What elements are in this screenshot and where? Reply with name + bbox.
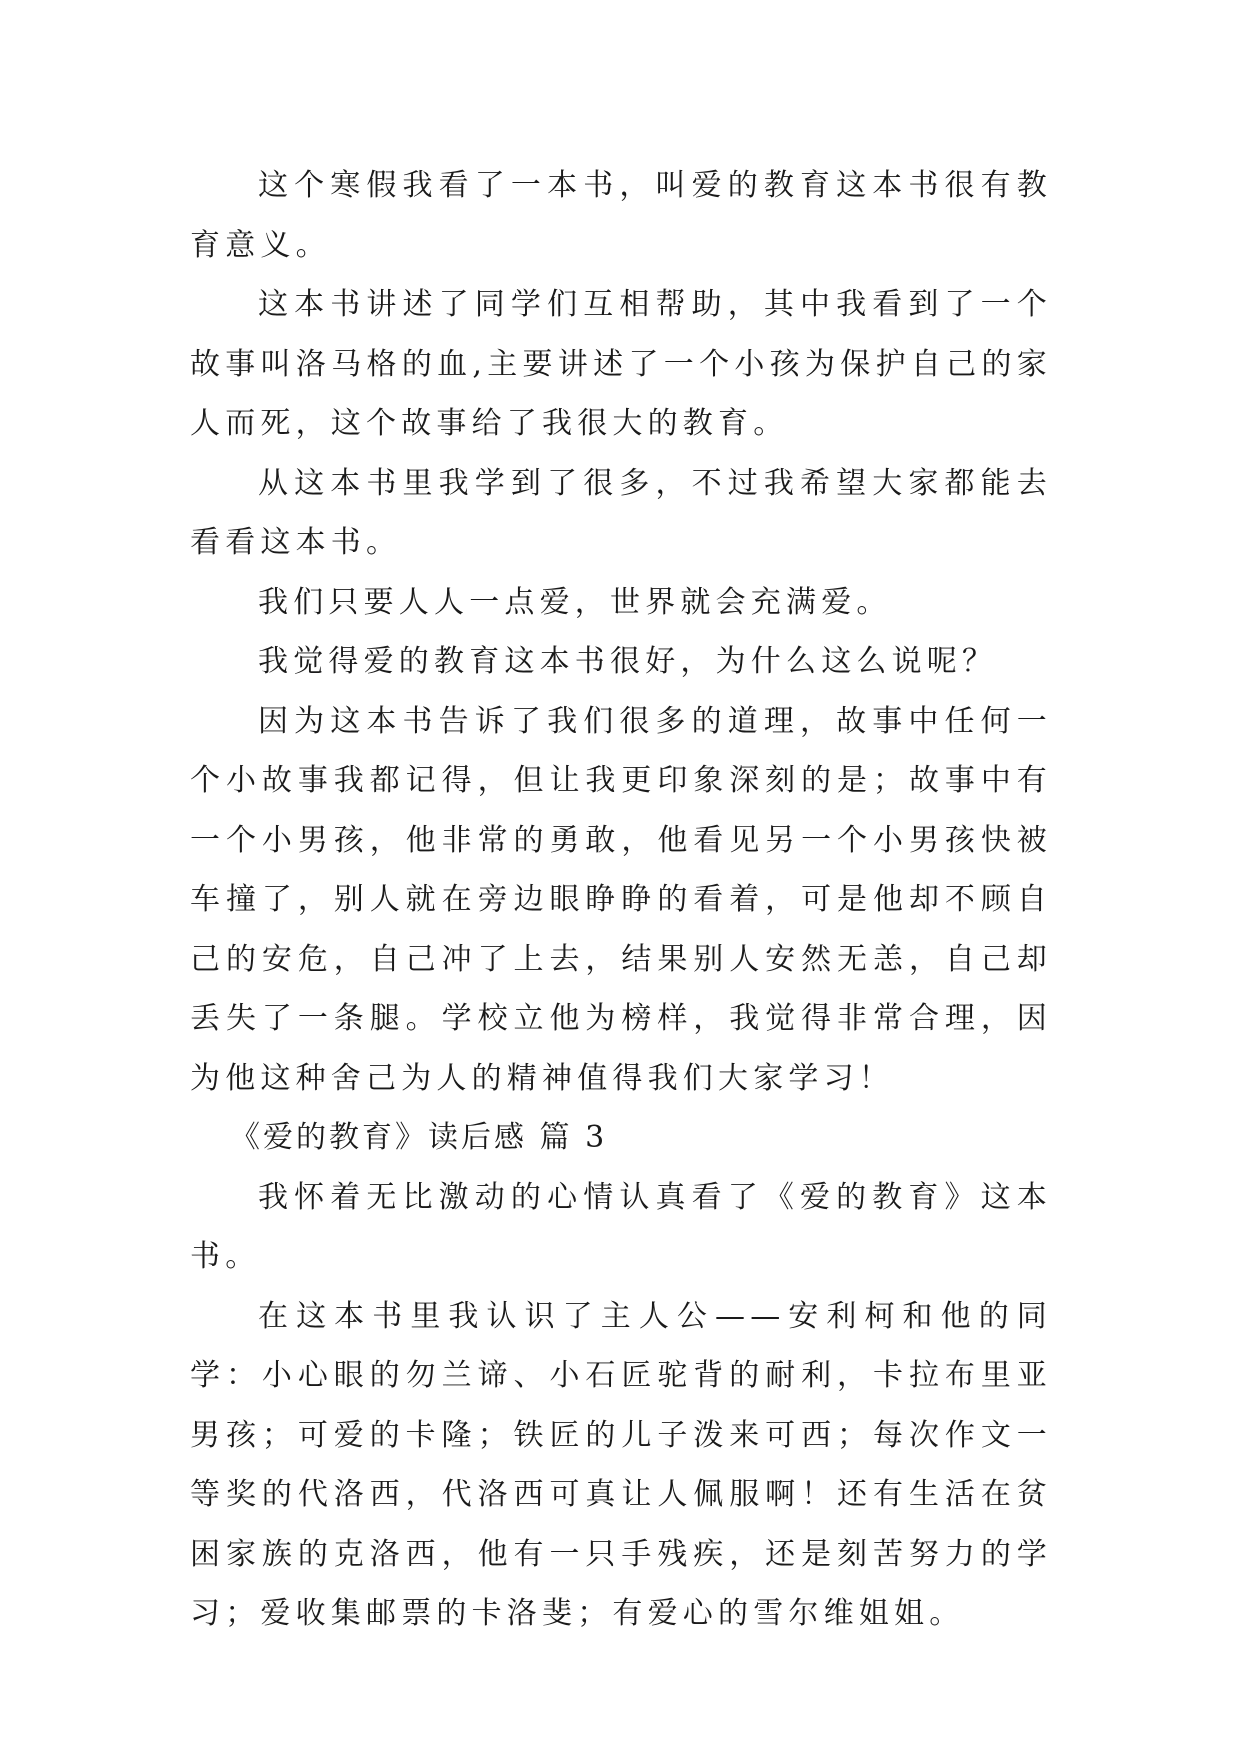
paragraph: 我怀着无比激动的心情认真看了《爱的教育》这本书。 (190, 1179, 1052, 1274)
paragraph: 因为这本书告诉了我们很多的道理，故事中任何一个小故事我都记得，但让我更印象深刻的是；故事中有一个小男孩，他非常的勇敢，他看见另一个小男孩快被车撞了，别人就在旁边眼睁睁的看着，可是他却不顾自己的安危，自己冲了上去，结果别人安然无恙，自己却丢失了一条腿。学校立他为榜样，我觉得非常合理，因为他这种舍己为人的精神值得我们大家学习！ (190, 703, 1052, 1096)
paragraph: 这个寒假我看了一本书，叫爱的教育这本书很有教育意义。 (190, 168, 1052, 263)
section-heading: 《爱的教育》读后感 篇 3 (230, 1120, 608, 1155)
paragraph: 我觉得爱的教育这本书很好，为什么这么说呢？ (258, 644, 998, 679)
document-body (190, 156, 1052, 1644)
paragraph: 在这本书里我认识了主人公——安利柯和他的同学：小心眼的勿兰谛、小石匠驼背的耐利，卡拉布里亚男孩；可爱的卡隆；铁匠的儿子泼来可西；每次作文一等奖的代洛西，代洛西可真让人佩服啊！还有生活在贫困家族的克洛西，他有一只手残疾，还是刻苦努力的学习；爱收集邮票的卡洛斐；有爱心的雪尔维姐姐。 (190, 1298, 1052, 1631)
paragraph: 这本书讲述了同学们互相帮助，其中我看到了一个故事叫洛马格的血,主要讲述了一个小孩为保护自己的家人而死，这个故事给了我很大的教育。 (190, 287, 1052, 441)
paragraph: 我们只要人人一点爱，世界就会充满爱。 (258, 584, 892, 620)
paragraph: 从这本书里我学到了很多，不过我希望大家都能去看看这本书。 (190, 465, 1052, 560)
